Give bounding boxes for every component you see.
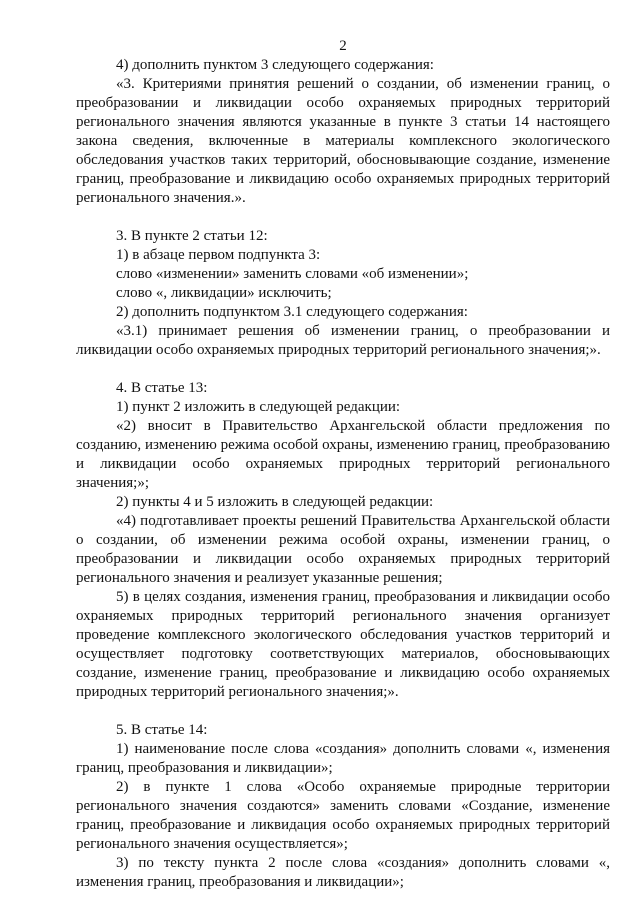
page-number: 2 [339, 38, 347, 54]
paragraph-gap [76, 702, 610, 721]
paragraph: 2) пункты 4 и 5 изложить в следующей редакции: [116, 494, 434, 510]
paragraph: «3. Критериями принятия решений о создании, об изменении границ, о преобразовании и ликвидации особо охраняемых природных территорий регионального значения являются указанные в пункте 3 статьи 14 настоящего закона сведения, включенные в материалы комплексного экологического обследования участков таких территорий, обосновывающие создание, изменение границ, преобразование и ликвидацию особо охраняемых природных территорий регионального значения.». [76, 76, 610, 206]
paragraph: 2) в пункте 1 слова «Особо охраняемые природные территории регионального значения создаются» заменить словами «Создание, изменение границ, преобразование и ликвидация особо охраняемых природных территорий регионального значения осуществляется»; [76, 779, 610, 852]
paragraph: «3.1) принимает решения об изменении границ, о преобразовании и ликвидации особо охраняемых природных территорий регионального значения;». [76, 323, 610, 358]
paragraph: 2) дополнить подпунктом 3.1 следующего содержания: [116, 304, 468, 320]
paragraph: «4) подготавливает проекты решений Правительства Архангельской области о создании, об изменении режима особой охраны, изменении границ, о преобразовании и ликвидации особо охраняемых природных территорий регионального значения и реализует указанные решения; [76, 513, 610, 586]
paragraph-gap [76, 208, 610, 227]
paragraph: «2) вносит в Правительство Архангельской области предложения по созданию, изменению режима особой охраны, изменению границ, преобразованию и ликвидации особо охраняемых природных территорий регионального значения;»; [76, 418, 610, 491]
paragraph: слово «изменении» заменить словами «об изменении»; [116, 266, 469, 282]
paragraph: слово «, ликвидации» исключить; [116, 285, 332, 301]
paragraph: 5) в целях создания, изменения границ, преобразования и ликвидации особо охраняемых природных территорий регионального значения организует проведение комплексного экологического обследования участков территорий и осуществляет подготовку соответствующих материалов, обосновывающих создание, изменение границ, преобразование и ликвидацию особо охраняемых природных территорий регионального значения;». [76, 589, 610, 700]
paragraph: 3) по тексту пункта 2 после слова «создания» дополнить словами «, изменения границ, преобразования и ликвидации»; [76, 855, 610, 890]
section-heading: 4. В статье 13: [116, 380, 208, 396]
paragraph: 4) дополнить пунктом 3 следующего содержания: [116, 57, 434, 73]
paragraph: 1) пункт 2 изложить в следующей редакции: [116, 399, 401, 415]
paragraph-gap [76, 360, 610, 379]
paragraph: 1) в абзаце первом подпункта 3: [116, 247, 321, 263]
document-body [76, 56, 610, 892]
section-heading: 3. В пункте 2 статьи 12: [116, 228, 268, 244]
section-heading: 5. В статье 14: [116, 722, 208, 738]
paragraph: 1) наименование после слова «создания» дополнить словами «, изменения границ, преобразования и ликвидации»; [76, 741, 610, 776]
